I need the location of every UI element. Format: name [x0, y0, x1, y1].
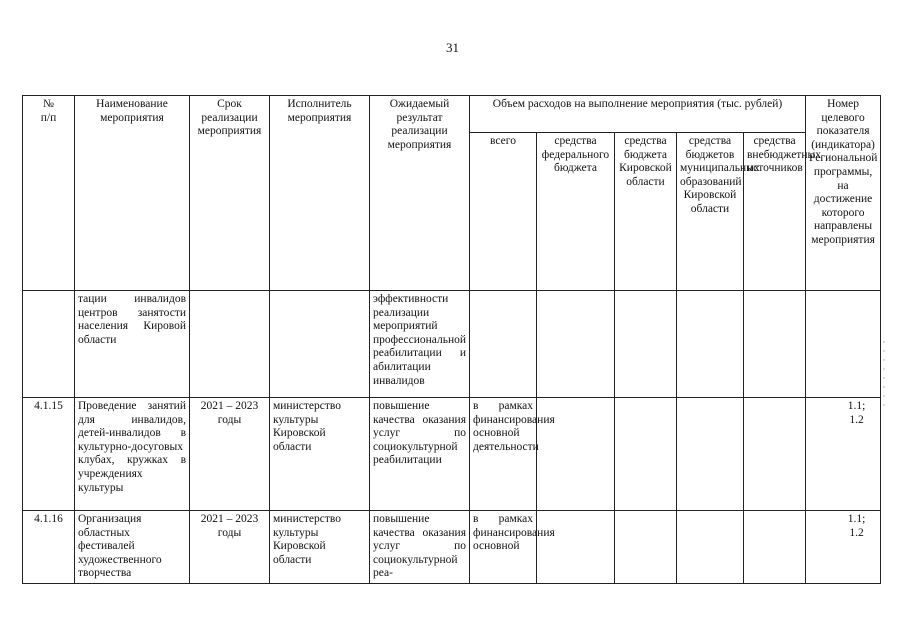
cell-executor	[270, 291, 370, 398]
header-executor: Исполнитель мероприятия	[270, 96, 370, 291]
cell-total: в рамках финансирования основной деятельности	[470, 398, 537, 511]
table-row	[23, 398, 881, 511]
cell-executor: министерство культуры Кировской области	[270, 398, 370, 511]
cell-executor: министерство культуры Кировской области	[270, 511, 370, 584]
table-row	[23, 291, 881, 398]
cell-num: 4.1.15	[23, 398, 75, 511]
cell-term: 2021 – 2023 годы	[190, 511, 270, 584]
header-expenses: Объем расходов на выполнение мероприятия (тыс. рублей)	[470, 96, 806, 133]
cell-name: Проведение занятий для инвалидов, детей-инвалидов в культурно-досуговых клубах, кружках в учреждениях культуры	[75, 398, 190, 511]
cell-result: эффективности реализации мероприятий профессиональной реабилитации и абилитации инвалидов	[370, 291, 470, 398]
cell-indicator: 1.1; 1.2	[806, 511, 881, 584]
cell-num: 4.1.16	[23, 511, 75, 584]
cell-extrabudget	[744, 398, 806, 511]
cell-regional	[615, 291, 677, 398]
header-indicator: Номер целевого показателя (индикатора) Региональной программы, на достижение которого направлены мероприятия	[806, 96, 881, 291]
scan-artifact: · · · · · · · ·	[882, 337, 886, 410]
header-term: Срок реализации мероприятия	[190, 96, 270, 291]
cell-name: тации инвалидов центров занятости населения Кировой области	[75, 291, 190, 398]
header-municipal: средства бюджетов муниципальных образований Кировской области	[677, 133, 744, 291]
header-federal: средства федерального бюджета	[537, 133, 615, 291]
header-result: Ожидаемый результат реализации мероприятия	[370, 96, 470, 291]
cell-num	[23, 291, 75, 398]
header-num: № п/п	[23, 96, 75, 291]
cell-federal	[537, 511, 615, 584]
cell-result: повышение качества оказания услуг по социокультурной реабилитации	[370, 398, 470, 511]
cell-federal	[537, 291, 615, 398]
cell-indicator: 1.1; 1.2	[806, 398, 881, 511]
cell-regional	[615, 511, 677, 584]
cell-term: 2021 – 2023 годы	[190, 398, 270, 511]
cell-indicator	[806, 291, 881, 398]
cell-total	[470, 291, 537, 398]
cell-municipal	[677, 291, 744, 398]
table-row	[23, 511, 881, 584]
cell-extrabudget	[744, 511, 806, 584]
page-number: 31	[446, 40, 459, 55]
cell-regional	[615, 398, 677, 511]
measures-table	[22, 95, 881, 584]
cell-municipal	[677, 511, 744, 584]
cell-total: в рамках финансирования основной	[470, 511, 537, 584]
cell-name: Организация областных фестивалей художественного творчества	[75, 511, 190, 584]
cell-extrabudget	[744, 291, 806, 398]
header-name: Наименование мероприятия	[75, 96, 190, 291]
cell-term	[190, 291, 270, 398]
header-extrabudget: средства внебюджетных источников	[744, 133, 806, 291]
cell-result: повышение качества оказания услуг по социокультурной реа-	[370, 511, 470, 584]
header-regional: средства бюджета Кировской области	[615, 133, 677, 291]
cell-municipal	[677, 398, 744, 511]
header-total: всего	[470, 133, 537, 291]
